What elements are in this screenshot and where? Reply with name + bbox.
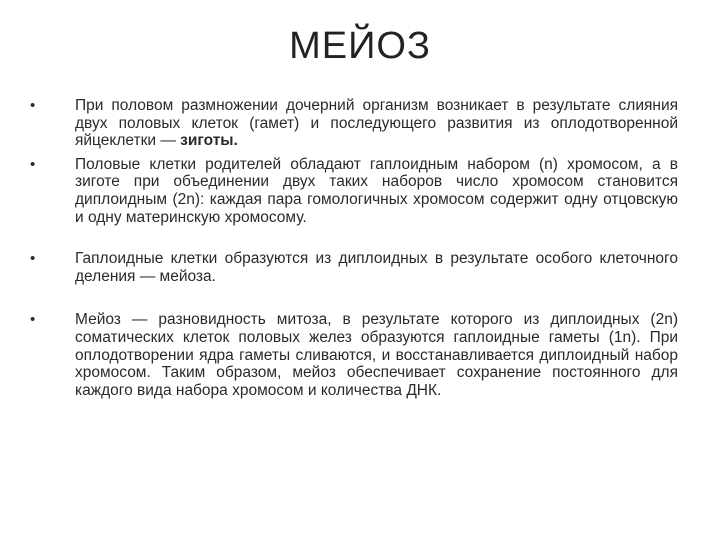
bullet-text: Гаплоидные клетки образуются из диплоидных в результате особого клеточного деления — мейоза. (75, 250, 678, 285)
bullet-marker: • (30, 155, 36, 173)
bullet-marker: • (30, 250, 36, 268)
bullet-text: При половом размножении дочерний организм возникает в результате слияния двух половых клеток (гамет) и последующего развития из оплодотворенной яйцеклетки — (75, 97, 678, 150)
bullet-bold-term: зиготы. (180, 132, 238, 150)
bullet-item (30, 250, 678, 285)
bullet-text: Мейоз — разновидность митоза, в результате которого из диплоидных (2n) соматических клеток половых желез образуются гаплоидные гаметы (1n). При оплодотворении ядра гаметы сливаются, и восстанавливается диплоидный набор хромосом. Таким образом, мейоз обеспечивает сохранение постоянного для каждого вида набора хромосом и количества ДНК. (75, 311, 678, 399)
bullet-text: Половые клетки родителей обладают гаплоидным набором (n) хромосом, а в зиготе при объединении двух таких наборов число хромосом становится диплоидным (2n): каждая пара гомологичных хромосом содержит одну отцовскую и одну материнскую хромосому. (75, 155, 678, 226)
bullet-item (30, 311, 678, 399)
bullet-marker: • (30, 311, 36, 329)
slide-title: МЕЙОЗ (289, 25, 431, 67)
bullet-item (30, 97, 678, 150)
bullet-list (30, 97, 678, 399)
bullet-item (30, 156, 678, 226)
bullet-marker: • (30, 97, 36, 114)
